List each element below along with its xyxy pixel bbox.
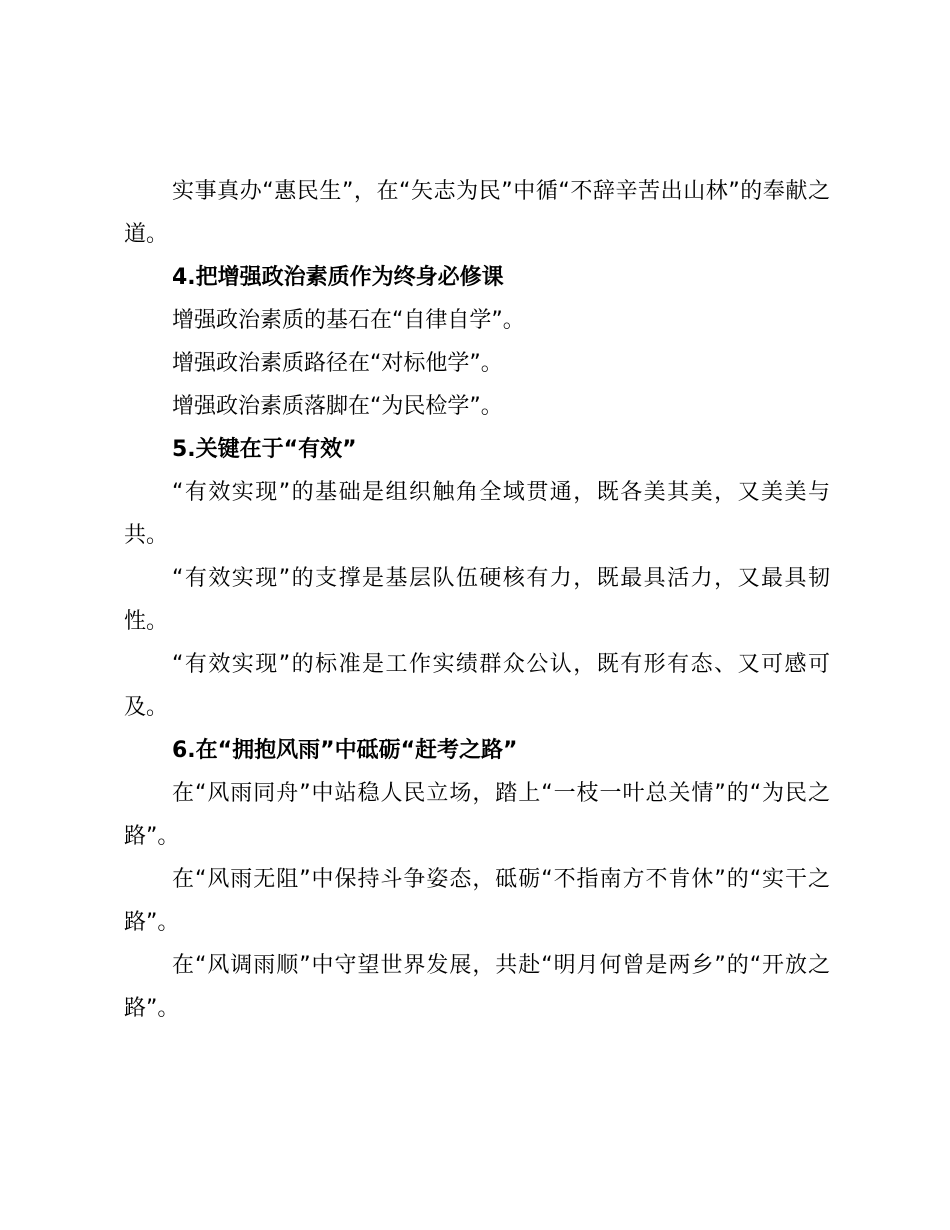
paragraph: 增强政治素质路径在“对标他学”。 — [172, 351, 503, 376]
paragraph: 增强政治素质落脚在“为民检学”。 — [172, 394, 503, 419]
paragraph: 在“风雨无阻”中保持斗争姿态，砥砺“不指南方不肯休”的“实干之路”。 — [124, 867, 830, 935]
paragraph: 在“风调雨顺”中守望世界发展，共赴“明月何曾是两乡”的“开放之路”。 — [124, 953, 830, 1021]
section-heading: 4.把增强政治素质作为终身必修课 — [172, 265, 504, 290]
section-heading: 6.在“拥抱风雨”中砥砺“赶考之路” — [172, 738, 518, 763]
paragraph: “有效实现”的支撑是基层队伍硬核有力，既最具活力，又最具韧性。 — [124, 566, 830, 634]
section-heading: 5.关键在于“有效” — [172, 437, 357, 462]
paragraph: 增强政治素质的基石在“自律自学”。 — [172, 308, 525, 333]
paragraph: “有效实现”的基础是组织触角全域贯通，既各美其美，又美美与共。 — [124, 480, 830, 548]
paragraph: 在“风雨同舟”中站稳人民立场，踏上“一枝一叶总关情”的“为民之路”。 — [124, 781, 830, 849]
paragraph: 实事真办“惠民生”，在“矢志为民”中循“不辞辛苦出山林”的奉献之道。 — [124, 179, 830, 247]
paragraph: “有效实现”的标准是工作实绩群众公认，既有形有态、又可感可及。 — [124, 652, 830, 720]
